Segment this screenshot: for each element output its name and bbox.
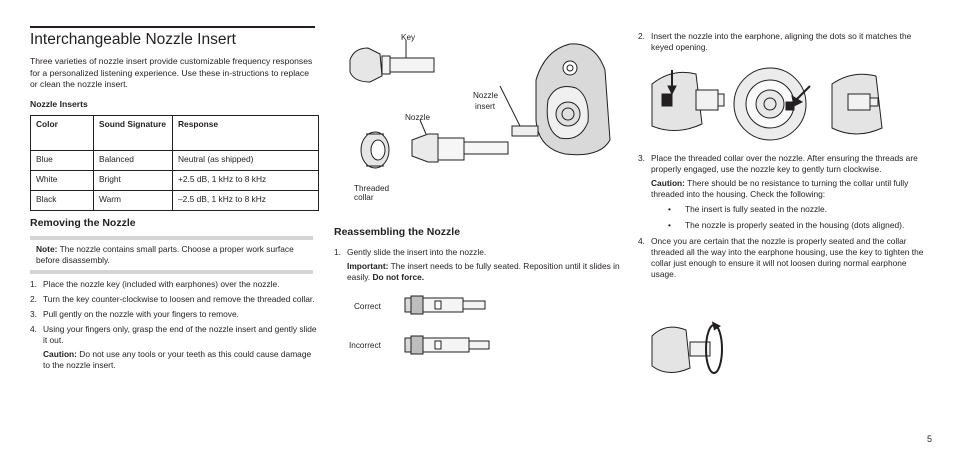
table-row	[31, 151, 319, 171]
nozzle-label: Nozzle	[405, 113, 431, 122]
nozzle-alignment-illustration	[652, 64, 927, 146]
check-list	[651, 204, 928, 231]
title-rule	[30, 26, 315, 28]
column-header-sound-signature: Sound Signature	[94, 116, 173, 151]
table-cell: Neutral (as shipped)	[173, 151, 319, 171]
threaded-collar-label-2: collar	[354, 193, 374, 202]
table-cell: Balanced	[94, 151, 173, 171]
table-header-row	[31, 116, 319, 151]
steps-right-2	[638, 31, 928, 57]
table-cell: Blue	[31, 151, 94, 171]
list-item: 3. Place the threaded collar over the nozzle. After ensuring the threads are properly engaged, use the nozzle key to gently turn clockwise. Caution: There should be no resistance to turning the collar until fully threaded into the housing. Check the following: • The insert is fully seated in the nozzle. • The nozzle is properly seated in the housing (dots aligned).	[638, 153, 928, 231]
list-item: 1. Place the nozzle key (included with earphones) over the nozzle.	[30, 279, 280, 289]
important-note: Important: The insert needs to be fully seated. Reposition until it slides in easily. Do not force.	[347, 261, 620, 282]
list-item: • The insert is fully seated in the nozzle.	[668, 204, 827, 214]
key-tighten-illustration	[652, 322, 732, 378]
page-number: 5	[927, 434, 933, 444]
page-title: Interchangeable Nozzle Insert	[30, 31, 236, 48]
nozzle-insert-label-1: Nozzle	[473, 91, 499, 100]
table-cell: Black	[31, 191, 94, 211]
intro-paragraph: Three varieties of nozzle insert provide customizable frequency responses for a personalized listening experience. Use these in-structions to replace or clean the nozzle insert.	[30, 56, 313, 89]
note-text: The nozzle contains small parts. Choose a proper work surface before disassembly.	[36, 244, 294, 265]
table-cell: Bright	[94, 171, 173, 191]
nozzle-insert-label-2: insert	[475, 102, 496, 111]
reassembling-steps	[334, 247, 624, 287]
list-item: 4. Once you are certain that the nozzle is properly seated and the collar threaded all the way into the earphone housing, use the key to tighten the collar just enough to ensure it will not loosen during normal earphone usage.	[638, 236, 924, 279]
table-row	[31, 191, 319, 211]
steps-right-3	[638, 153, 928, 284]
threaded-collar-label-1: Threaded	[354, 184, 390, 193]
list-item: • The nozzle is properly seated in the housing (dots aligned).	[668, 220, 905, 230]
table-cell: –2.5 dB, 1 kHz to 8 kHz	[173, 191, 319, 211]
insert-seating-illustration	[405, 294, 490, 354]
exploded-nozzle-illustration	[340, 30, 630, 205]
note-box	[30, 236, 313, 274]
table-cell: Warm	[94, 191, 173, 211]
nozzle-inserts-table	[30, 115, 319, 211]
list-item: 1. Gently slide the insert into the nozzle. Important: The insert needs to be fully seated. Reposition until it slides in easily. Do not force.	[334, 247, 624, 283]
caution-note: Caution: Do not use any tools or your teeth as this could cause damage to the nozzle insert.	[43, 349, 312, 370]
list-item: 2. Insert the nozzle into the earphone, aligning the dots so it matches the keyed opening.	[638, 31, 912, 52]
list-item: 4. Using your fingers only, grasp the end of the nozzle insert and gently slide it out. Caution: Do not use any tools or your teeth as this could cause damage to the nozzle insert.	[30, 324, 317, 370]
table-cell: White	[31, 171, 94, 191]
removing-heading: Removing the Nozzle	[30, 217, 136, 229]
table-cell: +2.5 dB, 1 kHz to 8 kHz	[173, 171, 319, 191]
list-item: 3. Pull gently on the nozzle with your fingers to remove.	[30, 309, 239, 319]
note-label: Note:	[36, 244, 58, 254]
column-header-color: Color	[31, 116, 94, 151]
key-label: Key	[401, 33, 416, 42]
caution-note-right: Caution: There should be no resistance to turning the collar until fully threaded into the housing. Check the following:	[651, 178, 909, 199]
removing-steps	[30, 279, 317, 375]
incorrect-label: Incorrect	[349, 341, 381, 350]
reassembling-heading: Reassembling the Nozzle	[334, 226, 461, 238]
list-item: 2. Turn the key counter-clockwise to loosen and remove the threaded collar.	[30, 294, 315, 304]
correct-label: Correct	[354, 302, 381, 311]
table-heading: Nozzle Inserts	[30, 99, 88, 109]
table-row	[31, 171, 319, 191]
column-header-response: Response	[173, 116, 319, 151]
